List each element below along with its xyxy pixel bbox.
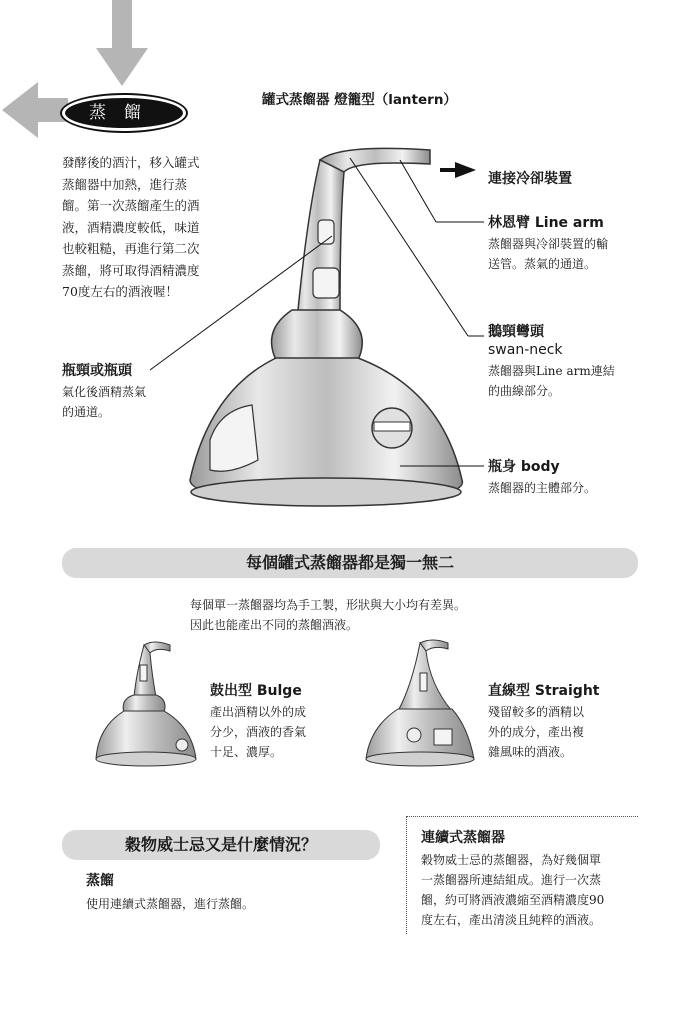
desc-line: 殘留較多的酒精以 [488, 705, 585, 719]
desc-line: 氣化後酒精蒸氣 [62, 385, 147, 399]
continuous-box [406, 816, 638, 934]
body-desc: 蒸餾器的主體部分。 [488, 481, 597, 495]
intro-line: 蒸餾器中加熱，進行蒸 [62, 176, 188, 192]
desc-line: 雜風味的酒液。 [488, 745, 573, 759]
unique-line: 因此也能產出不同的蒸餾酒液。 [190, 618, 359, 632]
straight-still-illustration [362, 635, 482, 780]
desc-line: 外的成分，產出複 [488, 725, 585, 739]
section-label-text: 蒸餾 [89, 103, 159, 123]
intro-line: 發酵後的酒汁，移入罐式 [62, 155, 200, 170]
desc-line: 十足、濃厚。 [210, 745, 283, 759]
desc-line: 的曲線部分。 [488, 384, 561, 398]
desc-line: 穀物威士忌的蒸餾器，為好幾個單 [421, 853, 602, 867]
intro-line: 液，酒精濃度較低，味道 [62, 219, 200, 235]
swan-neck-callout [488, 323, 678, 401]
bulge-type [210, 682, 370, 762]
body-title: 瓶身 body [488, 459, 560, 475]
straight-title: 直線型 Straight [488, 683, 600, 699]
bulge-title: 鼓出型 Bulge [210, 683, 302, 699]
unique-banner-text: 每個罐式蒸餾器都是獨一無二 [245, 553, 454, 572]
bulge-still-illustration [92, 635, 207, 780]
desc-line: 蒸餾器與冷卻裝置的輸 [488, 237, 609, 251]
desc-line: 產出酒精以外的成 [210, 705, 307, 719]
grain-banner [62, 830, 380, 860]
intro-line: 70度左右的酒液喔！ [62, 284, 178, 299]
unique-line: 每個單一蒸餾器均為手工製，形狀與大小均有差異。 [190, 598, 467, 612]
intro-line: 餾。第一次蒸餾產生的酒 [62, 198, 200, 213]
swan-neck-subtitle: swan-neck [488, 342, 563, 358]
line-arm-title: 林恩臂 Line arm [488, 215, 604, 231]
diagram-title: 罐式蒸餾器 燈籠型（lantern） [262, 92, 457, 108]
swan-neck-desc [488, 361, 678, 401]
straight-desc [488, 702, 658, 762]
grain-banner-text: 穀物威士忌又是什麼情況？ [124, 835, 317, 854]
swan-neck-title: 鵝頸彎頭 [488, 324, 544, 340]
grain-text: 使用連續式蒸餾器，進行蒸餾。 [86, 897, 255, 911]
intro-line: 也較粗糙，再進行第二次 [62, 241, 200, 256]
continuous-text [421, 850, 638, 930]
unique-text [190, 595, 466, 635]
desc-line: 一蒸餾器所連結組成。進行一次蒸 [421, 873, 602, 887]
desc-line: 蒸餾器與Line arm連結 [488, 364, 615, 378]
condenser-callout: 連接冷卻裝置 [488, 171, 572, 187]
continuous-title: 連續式蒸餾器 [421, 830, 505, 846]
neck-desc [62, 382, 212, 422]
neck-callout [62, 362, 212, 422]
right-arrow-icon [455, 162, 476, 178]
desc-line: 的通道。 [62, 405, 111, 419]
desc-line: 餾，約可將酒液濃縮至酒精濃度90 [421, 893, 605, 907]
straight-type [488, 682, 658, 762]
desc-line: 送管。蒸氣的通道。 [488, 257, 597, 271]
body-callout [488, 458, 678, 498]
bulge-desc [210, 702, 370, 762]
grain-distill [86, 872, 386, 914]
line-arm-desc [488, 234, 678, 274]
intro-line: 蒸餾，將可取得酒精濃度 [62, 262, 200, 278]
unique-banner [62, 548, 638, 578]
grain-subhead: 蒸餾 [86, 873, 114, 889]
neck-title: 瓶頸或瓶頭 [62, 363, 132, 379]
desc-line: 分少，酒液的香氣 [210, 725, 307, 739]
desc-line: 度左右，產出清淡且純粹的酒液。 [421, 913, 602, 927]
line-arm-callout [488, 214, 678, 274]
